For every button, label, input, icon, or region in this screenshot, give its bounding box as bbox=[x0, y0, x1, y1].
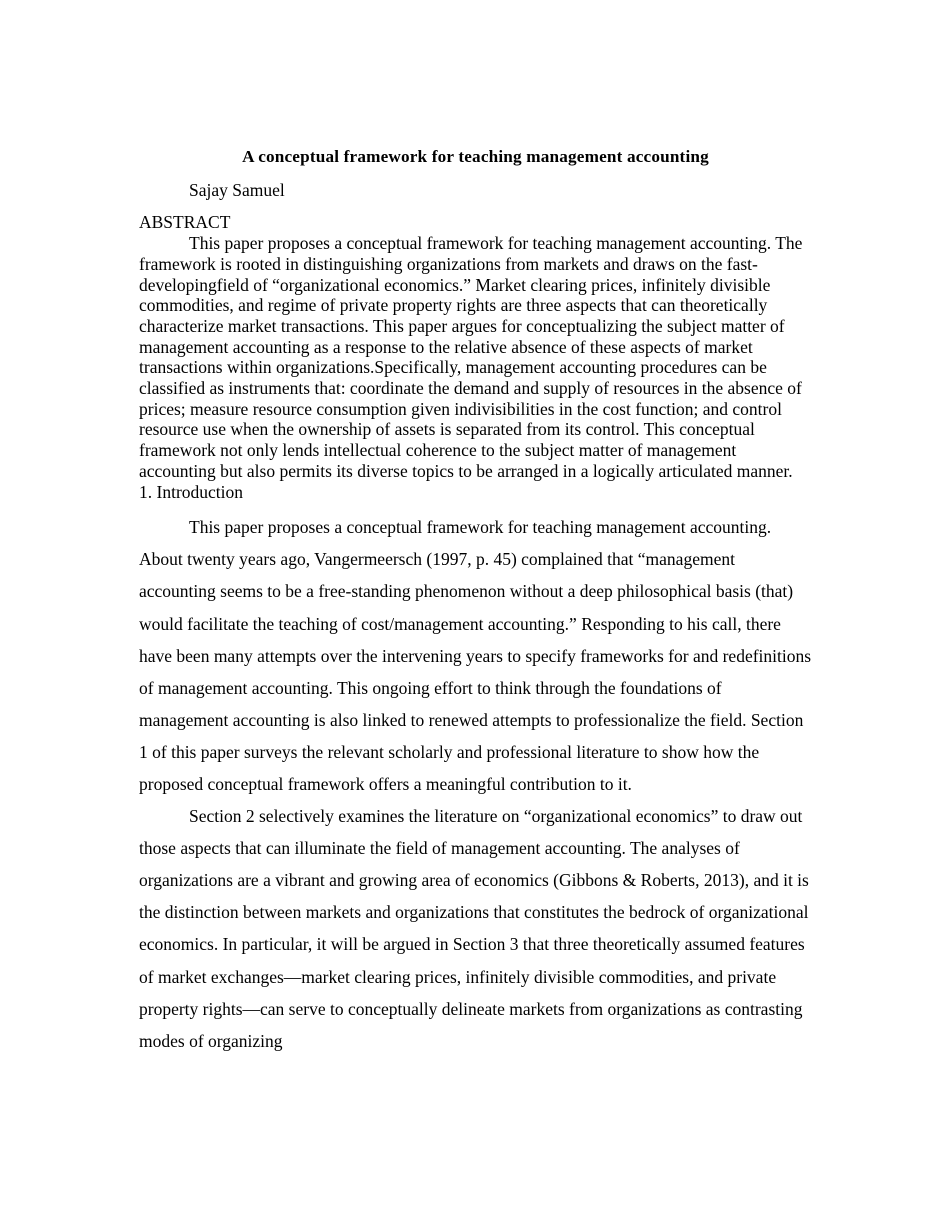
abstract-body: This paper proposes a conceptual framework for teaching management accounting. The framework is rooted in distinguishing organizations from markets and draws on the fast-developingfield of “organizational economics.” Market clearing prices, infinitely divisible commodities, and regime of private property rights are three aspects that can theoretically characterize market transactions. This paper argues for conceptualizing the subject matter of management accounting as a response to the relative absence of these aspects of market transactions within organizations.Specifically, management accounting procedures can be classified as instruments that: coordinate the demand and supply of resources in the absence of prices; measure resource consumption given indivisibilities in the cost function; and control resource use when the ownership of assets is separated from its control. This conceptual framework not only lends intellectual coherence to the subject matter of management accounting but also permits its diverse topics to be arranged in a logically articulated manner. bbox=[139, 233, 803, 481]
body-paragraph-2: Section 2 selectively examines the literature on “organizational economics” to draw out those aspects that can illuminate the field of management accounting. The analyses of organizations are a vibrant and growing area of economics (Gibbons & Roberts, 2013), and it is the distinction between markets and organizations that constitutes the bedrock of organizational economics. In particular, it will be argued in Section 3 that three theoretically assumed features of market exchanges—market clearing prices, infinitely divisible commodities, and private property rights—can serve to conceptually delineate markets from organizations as contrasting modes of organizing bbox=[139, 806, 809, 1051]
body-paragraph-1: This paper proposes a conceptual framework for teaching management accounting. About twenty years ago, Vangermeersch (1997, p. 45) complained that “management accounting seems to be a free-standing phenomenon without a deep philosophical basis (that) would facilitate the teaching of cost/management accounting.” Responding to his call, there have been many attempts over the intervening years to specify frameworks for and redefinitions of management accounting. This ongoing effort to think through the foundations of management accounting is also linked to renewed attempts to professionalize the field. Section 1 of this paper surveys the relevant scholarly and professional literature to show how the proposed conceptual framework offers a meaningful contribution to it. bbox=[139, 517, 812, 794]
section-heading-introduction: 1. Introduction bbox=[139, 481, 244, 502]
author-name: Sajay Samuel bbox=[189, 179, 285, 200]
page-title: A conceptual framework for teaching management accounting bbox=[242, 147, 709, 166]
document-text-column bbox=[139, 0, 812, 1057]
abstract-heading: ABSTRACT bbox=[139, 212, 231, 233]
